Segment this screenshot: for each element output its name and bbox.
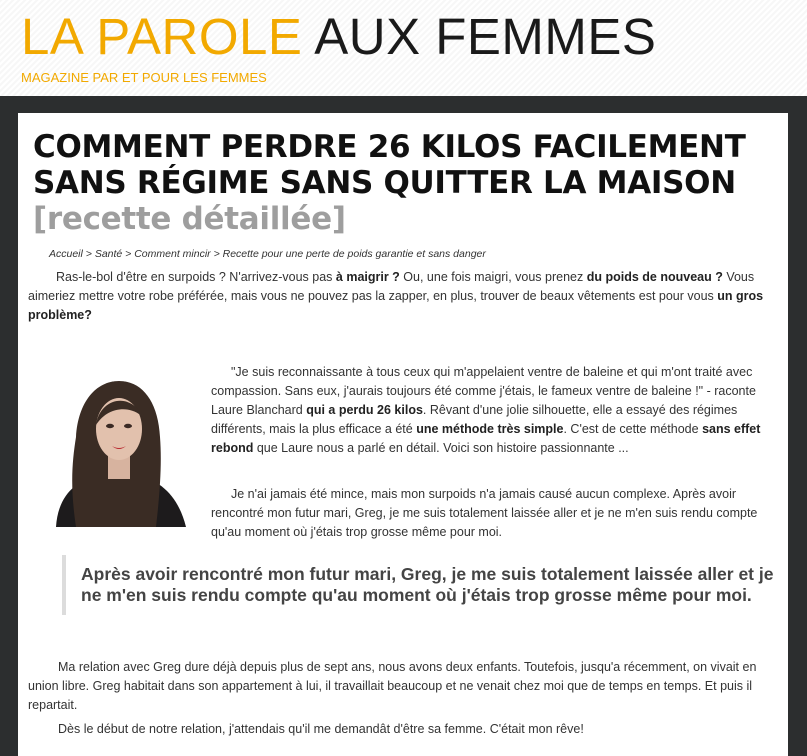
- article-paragraph: Dès le début de notre relation, j'attendais qu'il me demandât d'être sa femme. C'était mon rêve!: [58, 722, 584, 736]
- para-text: "Je suis reconnaissante à tous ceux qui m'appelaient ventre de baleine et qui m'ont traité avec compassion. Sans eux, j'aurais toujours été comme j'étais, le fameux ventre de baleine !" - raconte Laure Blanchard: [211, 365, 756, 417]
- para-text: que Laure nous a parlé en détail. Voici son histoire passionnante ...: [253, 441, 629, 455]
- intro-text: Ras-le-bol d'être en surpoids ? N'arrivez-vous pas: [56, 270, 336, 284]
- logo-part1: LA PAROLE: [21, 8, 303, 65]
- article-paragraph: Ma relation avec Greg dure déjà depuis plus de sept ans, nous avons deux enfants. Toutefois, jusqu'a récemment, on vivait en union libre. Greg habitait dans son appartement à lui, il travaillait beaucoup et ne venait chez moi que de temps en temps. Et puis il repartait.: [28, 660, 757, 712]
- article-paragraph: Je n'ai jamais été mince, mais mon surpoids n'a jamais causé aucun complexe. Après avoir rencontré mon futur mari, Greg, je me suis totalement laissée aller et je ne m'en suis rendu compte qu'au moment où j'étais trop grosse même pour moi.: [211, 487, 758, 539]
- site-logo[interactable]: [21, 9, 656, 65]
- author-photo: [36, 367, 200, 527]
- article-paragraph: [211, 363, 771, 458]
- intro-bold: un gros problème?: [28, 289, 764, 322]
- para-text: . Rêvant d'une jolie silhouette, elle a essayé des régimes différents, mais la plus efficace a été: [211, 403, 738, 436]
- para-text: . C'est de cette méthode: [563, 422, 703, 436]
- intro-text: Ou, une fois maigri, vous prenez: [399, 270, 587, 284]
- site-header: [0, 0, 807, 96]
- para-bold: qui a perdu 26 kilos: [306, 403, 423, 417]
- breadcrumb[interactable]: Accueil > Santé > Comment mincir > Recette pour une perte de poids garantie et sans danger: [49, 248, 486, 260]
- intro-text: Vous aimeriez mettre votre robe préférée, mais vous ne pouvez pas la zapper, en plus, trouver de beaux vêtements est pour vous: [28, 270, 755, 303]
- article-container: [18, 113, 788, 756]
- site-tagline: MAGAZINE PAR ET POUR LES FEMMES: [21, 70, 267, 85]
- article-title-main: COMMENT PERDRE 26 KILOS FACILEMENT SANS RÉGIME SANS QUITTER LA MAISON: [33, 129, 746, 201]
- para-bold: une méthode très simple: [416, 422, 564, 436]
- article-title: [33, 129, 773, 237]
- pull-quote: Après avoir rencontré mon futur mari, Greg, je me suis totalement laissée aller et je ne m'en suis rendu compte qu'au moment où j'étais trop grosse même pour moi.: [62, 555, 774, 615]
- intro-bold: à maigrir ?: [335, 270, 400, 284]
- article-subtitle: [recette détaillée]: [33, 201, 346, 237]
- logo-part2: AUX FEMMES: [314, 8, 657, 65]
- article-intro: [28, 268, 773, 325]
- woman-portrait-image: [36, 367, 200, 527]
- intro-bold: du poids de nouveau ?: [586, 270, 723, 284]
- para-bold: sans effet rebond: [211, 422, 761, 455]
